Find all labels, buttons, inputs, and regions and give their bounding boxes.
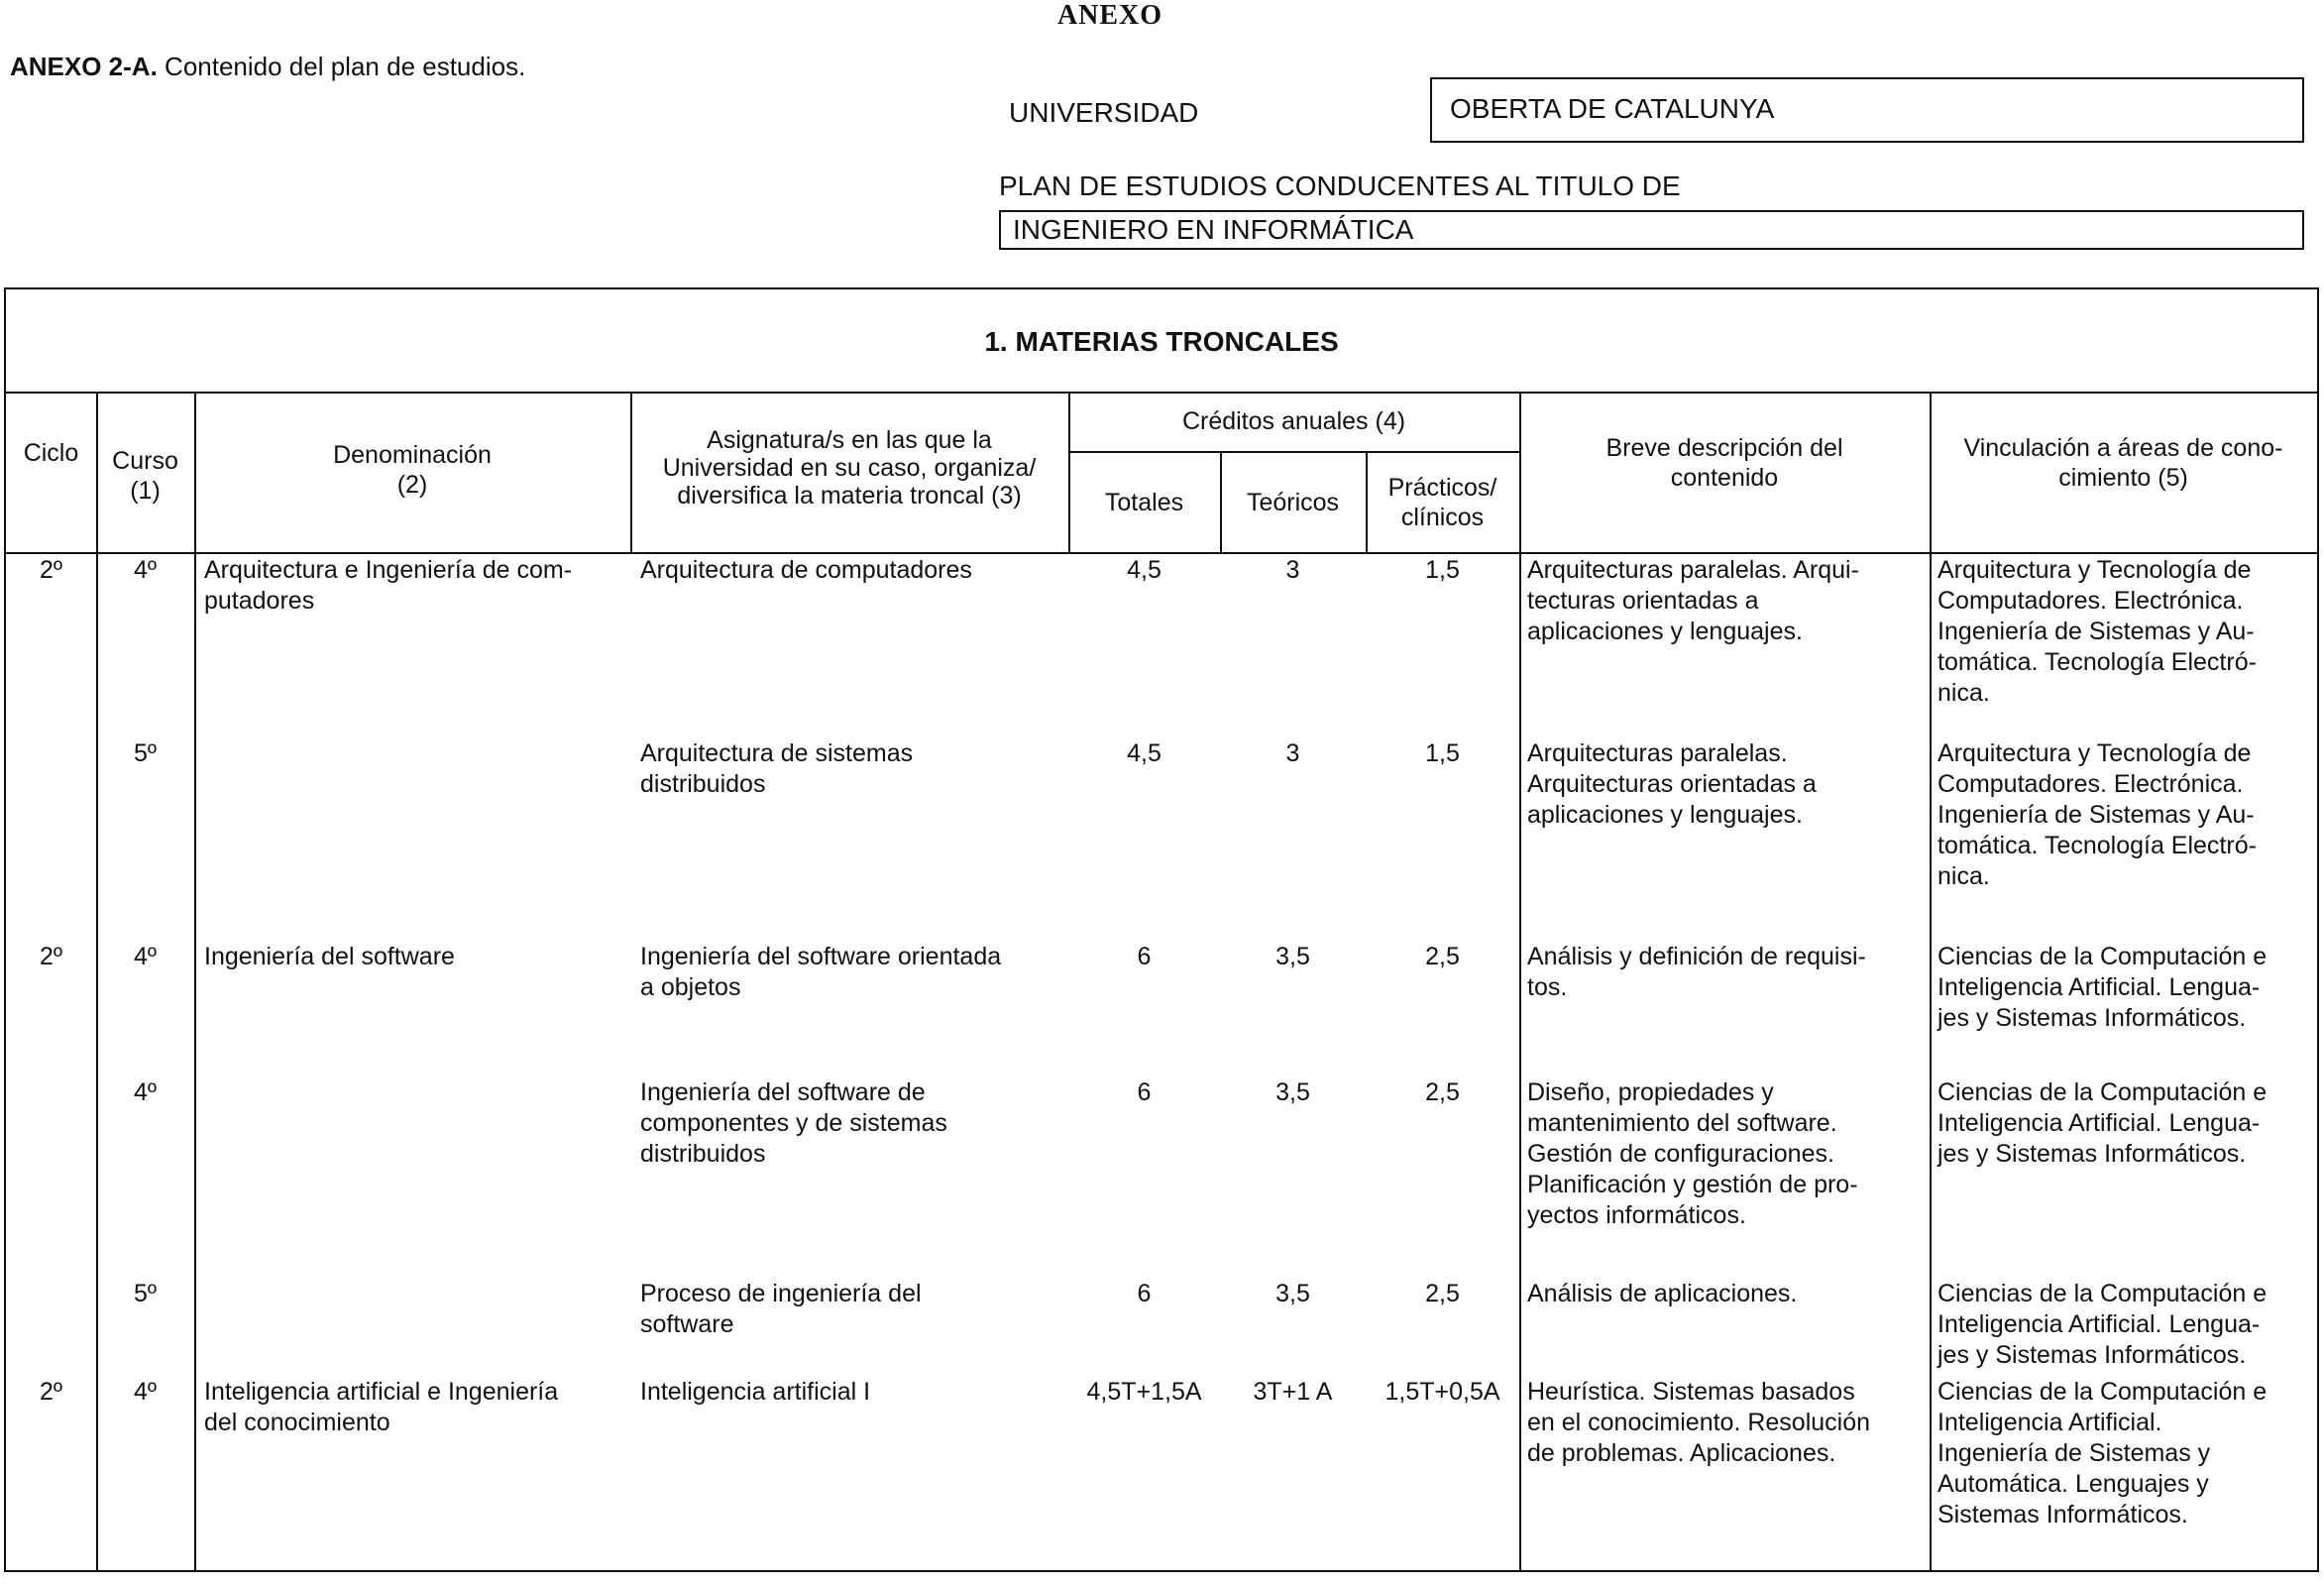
cell-asignatura: Ingeniería del software orientada a objetos (640, 943, 1002, 1001)
cell-denominacion: Inteligencia artificial e Ingeniería del conocimiento (204, 1378, 559, 1436)
annex-subtitle (10, 52, 525, 82)
cell-curso: 4º (133, 556, 158, 584)
cell-ciclo: 2º (39, 943, 63, 970)
cell-vinculacion: Ciencias de la Computación e Inteligencia Artificial. Lengua- jes y Sistemas Informáticos. (1937, 1078, 2268, 1168)
col-header-teoricos: Teóricos (1246, 489, 1340, 516)
creditos-separator (1068, 451, 1519, 453)
col-header-practicos: Prácticos/ clínicos (1387, 474, 1497, 531)
cell-curso: 4º (133, 1378, 158, 1406)
cell-teoricos: 3T+1 A (1253, 1378, 1333, 1406)
cell-descripcion: Arquitecturas paralelas. Arquitecturas orientadas a aplicaciones y lenguajes. (1527, 739, 1817, 829)
cell-practicos: 2,5 (1425, 1078, 1460, 1106)
col-header-ciclo: Ciclo (23, 439, 79, 467)
col-divider (1519, 394, 1521, 1570)
col-header-curso: Curso (1) (112, 447, 178, 505)
col-header-descripcion: Breve descripción del contenido (1605, 434, 1843, 492)
cell-descripcion: Arquitecturas paralelas. Arqui- tecturas orientadas a aplicaciones y lenguajes. (1527, 556, 1859, 645)
universidad-value: OBERTA DE CATALUNYA (1430, 77, 2304, 143)
cell-totales: 4,5T+1,5A (1086, 1378, 1202, 1406)
col-header-totales: Totales (1104, 489, 1184, 516)
cell-curso: 4º (133, 943, 158, 970)
cell-asignatura: Proceso de ingeniería del software (640, 1280, 922, 1338)
section-title: 1. MATERIAS TRONCALES (6, 289, 2317, 394)
cell-vinculacion: Ciencias de la Computación e Inteligencia Artificial. Ingeniería de Sistemas y Automática. Lenguajes y Sistemas Informáticos. (1937, 1378, 2268, 1528)
cell-teoricos: 3 (1285, 556, 1300, 584)
cell-practicos: 2,5 (1425, 1280, 1460, 1307)
cell-descripcion: Diseño, propiedades y mantenimiento del software. Gestión de configuraciones. Planificación y gestión de pro- yectos informáticos. (1527, 1078, 1858, 1229)
annex-label: ANEXO 2-A. (10, 52, 158, 81)
col-header-creditos: Créditos anuales (4) (1181, 407, 1406, 435)
cell-teoricos: 3 (1285, 739, 1300, 767)
col-header-asignatura: Asignatura/s en las que la Universidad en su caso, organiza/ diversifica la materia troncal (3) (662, 426, 1037, 509)
col-header-denominacion: Denominación (2) (333, 441, 492, 499)
annex-title: ANEXO (1056, 0, 1163, 31)
cell-practicos: 1,5 (1425, 556, 1460, 584)
cell-curso: 5º (133, 1280, 158, 1307)
cell-asignatura: Ingeniería del software de componentes y de sistemas distribuidos (640, 1078, 947, 1168)
header-separator (6, 552, 2317, 554)
cell-teoricos: 3,5 (1275, 943, 1310, 970)
universidad-label: UNIVERSIDAD (1009, 97, 1199, 128)
cell-teoricos: 3,5 (1275, 1280, 1310, 1307)
cell-vinculacion: Ciencias de la Computación e Inteligencia Artificial. Lengua- jes y Sistemas Informáticos. (1937, 943, 2268, 1032)
cell-totales: 6 (1137, 943, 1152, 970)
cell-totales: 4,5 (1127, 556, 1162, 584)
cell-ciclo: 2º (39, 556, 63, 584)
cell-denominacion: Arquitectura e Ingeniería de com- putadores (204, 556, 573, 615)
cell-descripcion: Heurística. Sistemas basados en el conocimiento. Resolución de problemas. Aplicaciones. (1527, 1378, 1871, 1467)
cell-vinculacion: Arquitectura y Tecnología de Computadores. Electrónica. Ingeniería de Sistemas y Au- tomática. Tecnología Electró- nica. (1937, 556, 2257, 707)
plan-value: INGENIERO EN INFORMÁTICA (999, 210, 2304, 250)
cell-practicos: 1,5 (1425, 739, 1460, 767)
cell-asignatura: Arquitectura de sistemas distribuidos (640, 739, 914, 798)
cell-descripcion: Análisis de aplicaciones. (1527, 1280, 1798, 1307)
col-divider (1930, 394, 1932, 1570)
cell-vinculacion: Ciencias de la Computación e Inteligencia Artificial. Lengua- jes y Sistemas Informáticos. (1937, 1280, 2268, 1369)
materias-troncales-table (4, 287, 2319, 1572)
cell-totales: 6 (1137, 1280, 1152, 1307)
cell-totales: 4,5 (1127, 739, 1162, 767)
cell-vinculacion: Arquitectura y Tecnología de Computadores. Electrónica. Ingeniería de Sistemas y Au- tomática. Tecnología Electró- nica. (1937, 739, 2257, 890)
cell-ciclo: 2º (39, 1378, 63, 1406)
col-divider (194, 394, 196, 1570)
plan-label: PLAN DE ESTUDIOS CONDUCENTES AL TITULO DE (999, 170, 1681, 201)
cell-curso: 5º (133, 739, 158, 767)
cell-teoricos: 3,5 (1275, 1078, 1310, 1106)
cell-practicos: 1,5T+0,5A (1384, 1378, 1500, 1406)
cell-asignatura: Arquitectura de computadores (640, 556, 972, 584)
cell-totales: 6 (1137, 1078, 1152, 1106)
cell-practicos: 2,5 (1425, 943, 1460, 970)
col-header-vinculacion: Vinculación a áreas de cono- cimiento (5) (1963, 434, 2283, 492)
cell-asignatura: Inteligencia artificial I (640, 1378, 871, 1406)
cell-curso: 4º (133, 1078, 158, 1106)
cell-denominacion: Ingeniería del software (204, 943, 455, 970)
cell-descripcion: Análisis y definición de requisi- tos. (1527, 943, 1866, 1001)
annex-text: Contenido del plan de estudios. (165, 52, 526, 81)
